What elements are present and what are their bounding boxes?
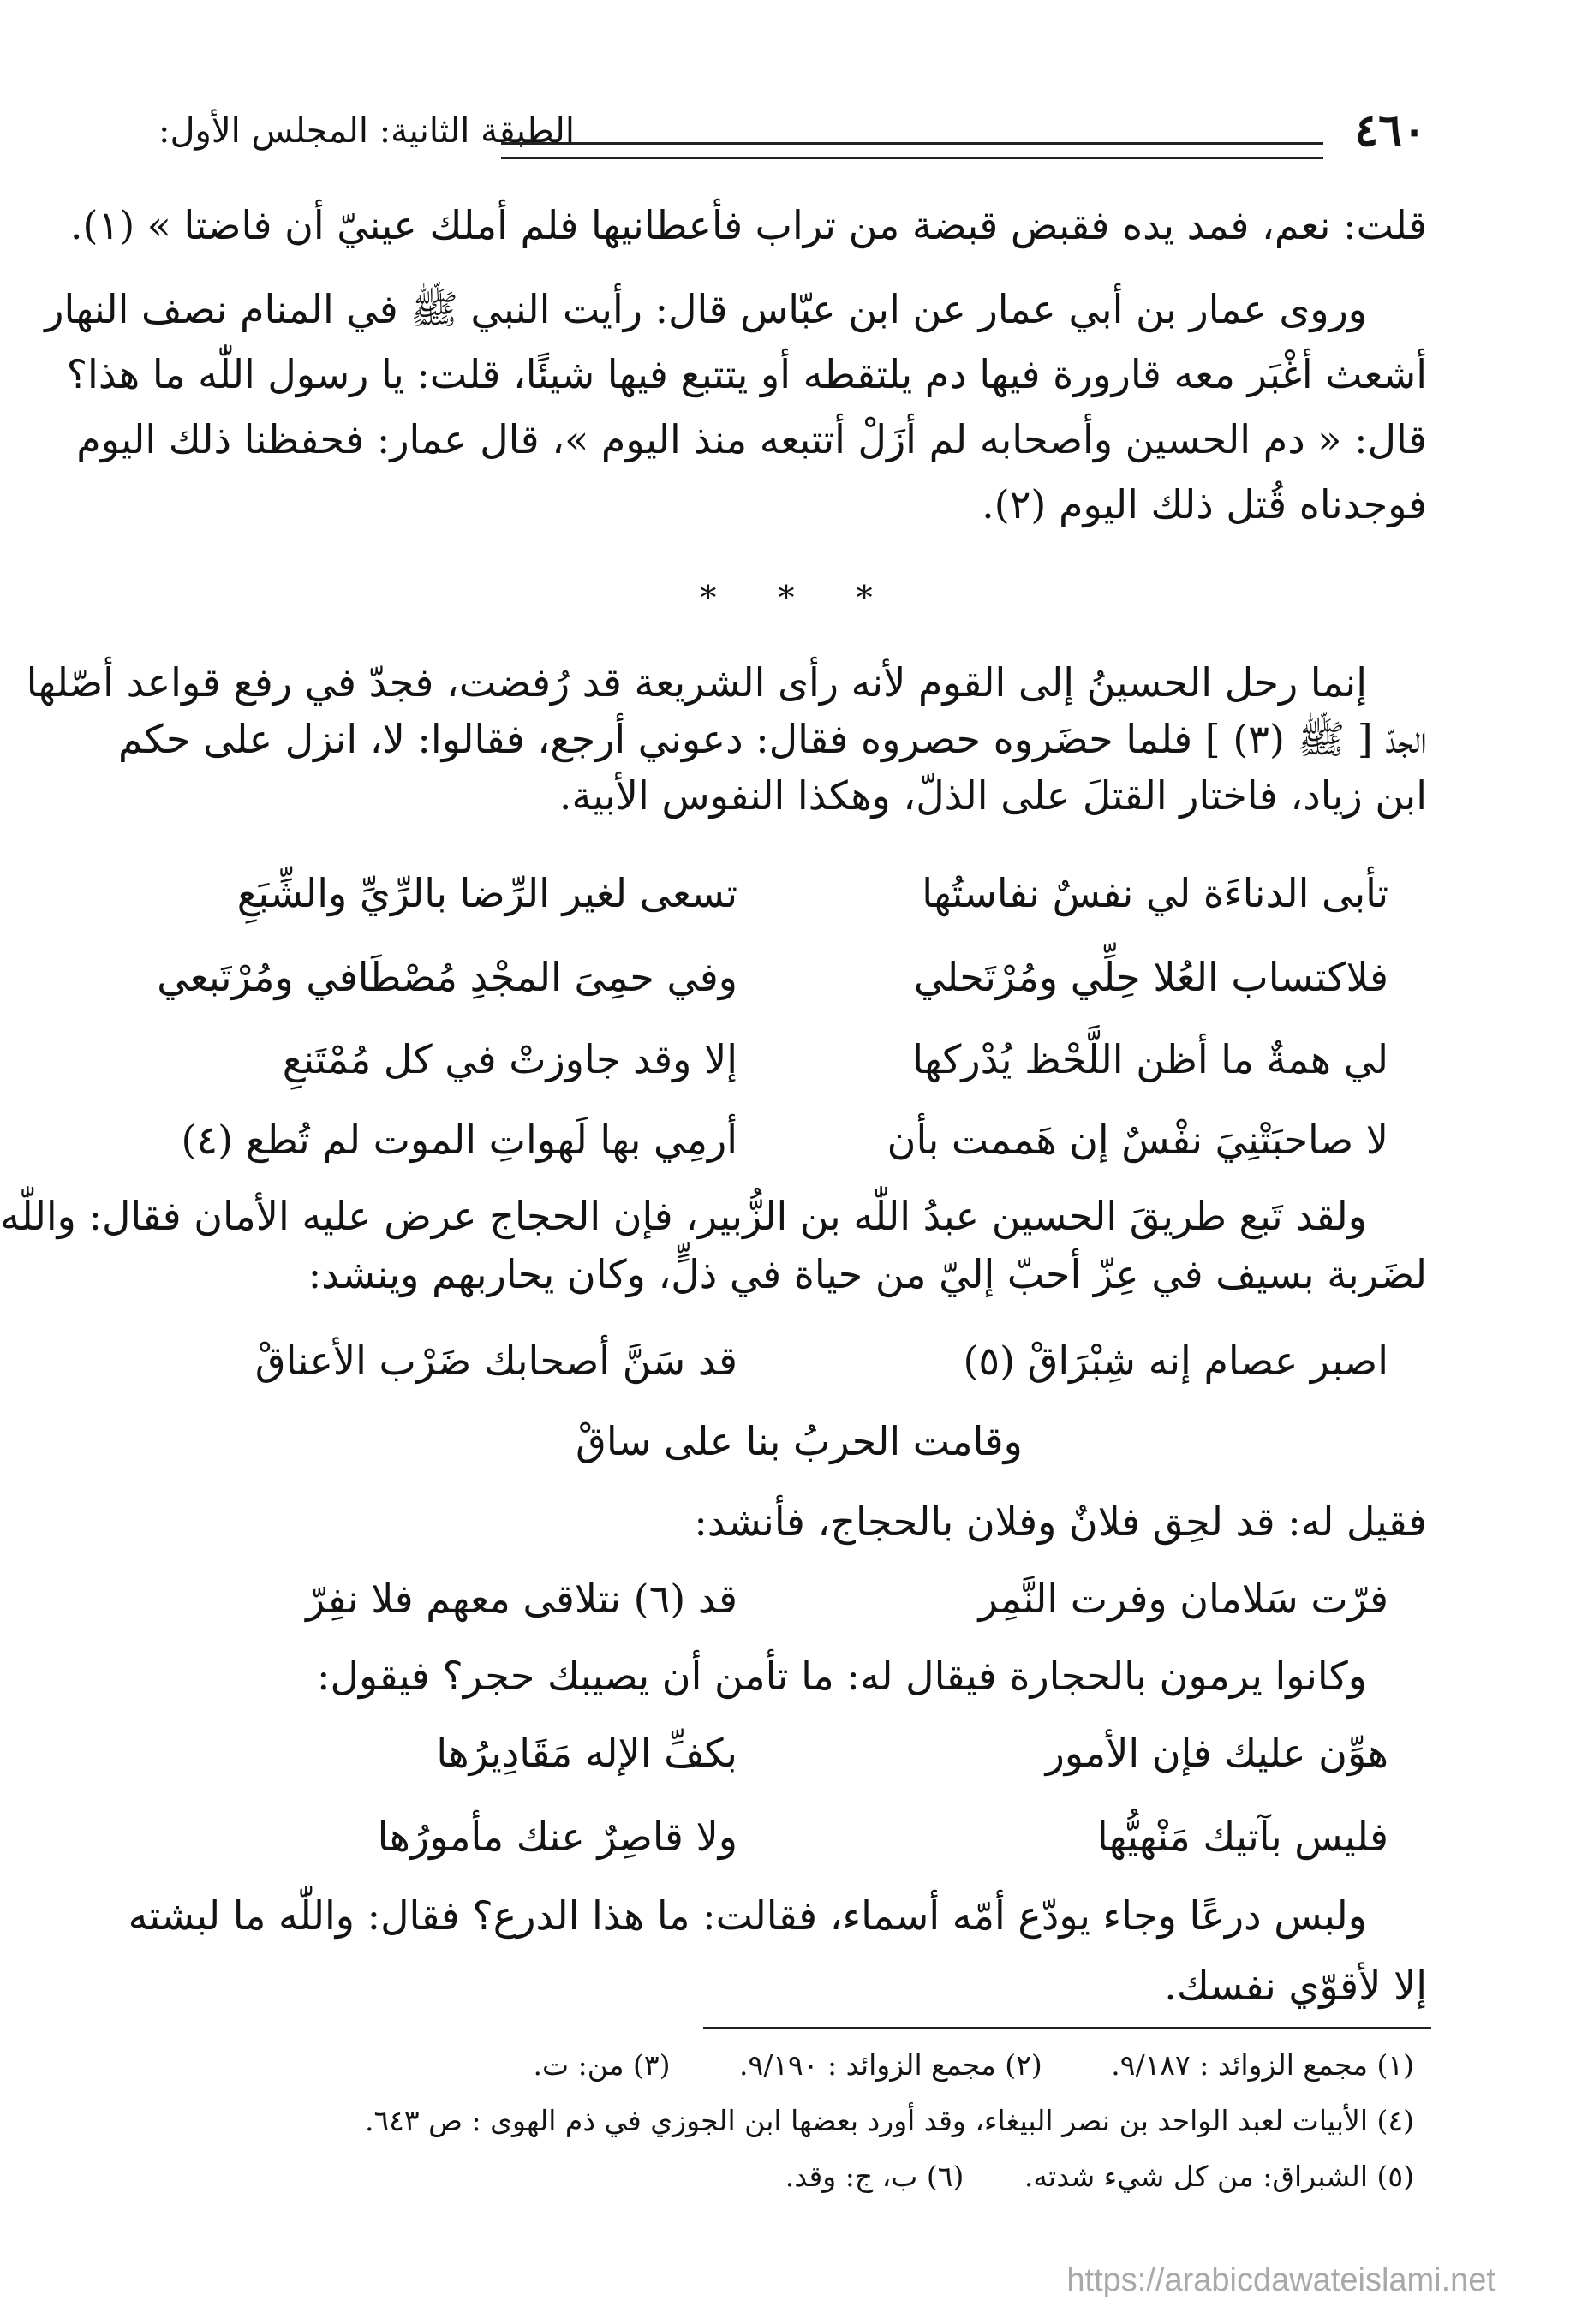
paragraph-6 <box>151 1653 1427 1699</box>
paragraph-5 <box>151 1499 1427 1545</box>
verse-hemistich-second: تسعى لغير الرِّضا بالرِّيِّ والشِّبَعِ <box>236 870 737 916</box>
verse-hemistich-second: أرمِي بها لَهواتِ الموت لم تُطع (٤) <box>181 1117 737 1163</box>
text-line: قال: « دم الحسين وأصحابه لم أزَلْ أتتبعه منذ اليوم »، قال عمار: فحفظنا ذلك اليوم <box>76 416 1427 462</box>
text-line: أشعث أغْبَر معه قارورة فيها دم يلتقطه أو يتتبع فيها شيئًا، قلت: يا رسول اللّٰه ما هذا؟ <box>66 351 1427 397</box>
page-number: ٤٦٠ <box>1354 104 1426 157</box>
verse-hemistich-second: ولا قاصِرٌ عنك مأمورُها <box>377 1814 737 1860</box>
text-line: لضَربة بسيف في عِزّ أحبّ إليّ من حياة في ذلٍّ، وكان يحاربهم وينشد: <box>307 1251 1427 1297</box>
footnote-4: (٤) الأبيات لعبد الواحد بن نصر البيغاء، وقد أورد بعضها ابن الجوزي في ذم الهوى : ص ٦٤٣. <box>364 2104 1414 2137</box>
text-line: ولقد تَبع طريقَ الحسين عبدُ اللّٰه بن الزُّبير، فإن الحجاج عرض عليه الأمان فقال: واللّٰه <box>0 1193 1367 1239</box>
text-line: قلت: نعم، فمد يده فقبض قبضة من تراب فأعطانيها فلم أملك عينيّ أن فاضتا » (١). <box>69 202 1427 248</box>
footnote-line-2 <box>365 2104 1414 2138</box>
text-line: إلا لأقوّي نفسك. <box>1164 1963 1427 2009</box>
verse-hemistich-first: لي همةٌ ما أظن اللَّحْظ يُدْركها <box>912 1036 1388 1082</box>
running-title: الطبقة الثانية: المجلس الأول: <box>158 111 575 151</box>
text-line: ولبس درعًا وجاء يودّع أمّه أسماء، فقالت: ما هذا الدرع؟ فقال: واللّٰه ما لبشته <box>128 1892 1367 1939</box>
verse-hemistich-second: إلا وقد جاوزتْ في كل مُمْتَنعِ <box>282 1036 737 1082</box>
header-double-rule <box>501 142 1323 159</box>
footnote-1: (١) مجمع الزوائد : ٩/١٨٧. <box>1111 2048 1414 2082</box>
verse-hemistich-second: بكفِّ الإله مَقَادِيرُها <box>436 1730 737 1776</box>
footnote-line-3 <box>785 2160 1414 2194</box>
footnote-2: (٢) مجمع الزوائد : ٩/١٩٠. <box>738 2048 1042 2082</box>
paragraph-2 <box>45 286 1427 527</box>
paragraph-4 <box>0 1193 1427 1297</box>
text-line: وروى عمار بن أبي عمار عن ابن عبّاس قال: رأيت النبي ﷺ في المنام نصف النهار <box>45 286 1367 332</box>
text-line: فقيل له: قد لحِق فلانٌ وفلان بالحجاج، فأنشد: <box>694 1499 1427 1545</box>
footnote-5: (٥) الشبراق: من كل شيء شدته. <box>1024 2160 1414 2193</box>
verse-hemistich-first: فليس بآتيك مَنْهيُّها <box>1096 1814 1388 1860</box>
verse-hemistich-first: تأبى الدناءَة لي نفسٌ نفاستُها <box>922 870 1388 916</box>
paragraph-3 <box>26 659 1427 819</box>
page-header <box>158 101 1426 178</box>
verse-hemistich-first: لا صاحبَتْنِيَ نفْسٌ إن هَممت بأن <box>887 1117 1388 1163</box>
footnote-6: (٦) ب، ج: وقد. <box>785 2160 964 2193</box>
text-line: إنما رحل الحسينُ إلى القوم لأنه رأى الشريعة قد رُفضت، فجدّ في رفع قواعد أصّلها <box>26 659 1367 706</box>
verse-hemistich-first: هوِّن عليك فإن الأمور <box>1045 1730 1388 1776</box>
source-watermark: https://arabicdawateislami.net <box>1066 2262 1495 2298</box>
footnote-rule <box>703 2027 1431 2029</box>
footnote-line-1 <box>534 2048 1414 2083</box>
verse-hemistich-second: قد (٦) نتلاقى معهم فلا نفِرّ <box>306 1576 737 1622</box>
text-line: ابن زياد، فاختار القتلَ على الذلّ، وهكذا النفوس الأبية. <box>558 772 1427 819</box>
verse-hemistich-second: قد سَنَّ أصحابك ضَرْب الأعناقْ <box>254 1338 737 1384</box>
verse-hemistich-first: فرّت سَلامان وفرت النَّمِر <box>978 1576 1388 1622</box>
paragraph-7 <box>128 1892 1427 2009</box>
paragraph-1 <box>69 202 1427 248</box>
verse-centered: وقامت الحربُ بنا على ساقْ <box>576 1418 1023 1464</box>
verse-hemistich-first: فلاكتساب العُلا حِلِّي ومُرْتَحلي <box>913 954 1388 1000</box>
text-line: وكانوا يرمون بالحجارة فيقال له: ما تأمن أن يصيبك حجر؟ فيقول: <box>316 1653 1367 1699</box>
verse-hemistich-second: وفي حمِىَ المجْدِ مُصْطَافي ومُرْتَبعي <box>157 954 737 1000</box>
section-separator: * * * <box>700 579 898 617</box>
footnote-3: (٣) من: ت. <box>533 2048 671 2082</box>
text-line: الجدّ [ ﷺ (٣) ] فلما حضَروه حصروه فقال: دعوني أرجع، فقالوا: لا، انزل على حكم <box>118 716 1427 762</box>
text-line: فوجدناه قُتل ذلك اليوم (٢). <box>982 481 1427 527</box>
verse-hemistich-first: اصبر عصام إنه شِبْرَاقْ (٥) <box>963 1338 1388 1384</box>
